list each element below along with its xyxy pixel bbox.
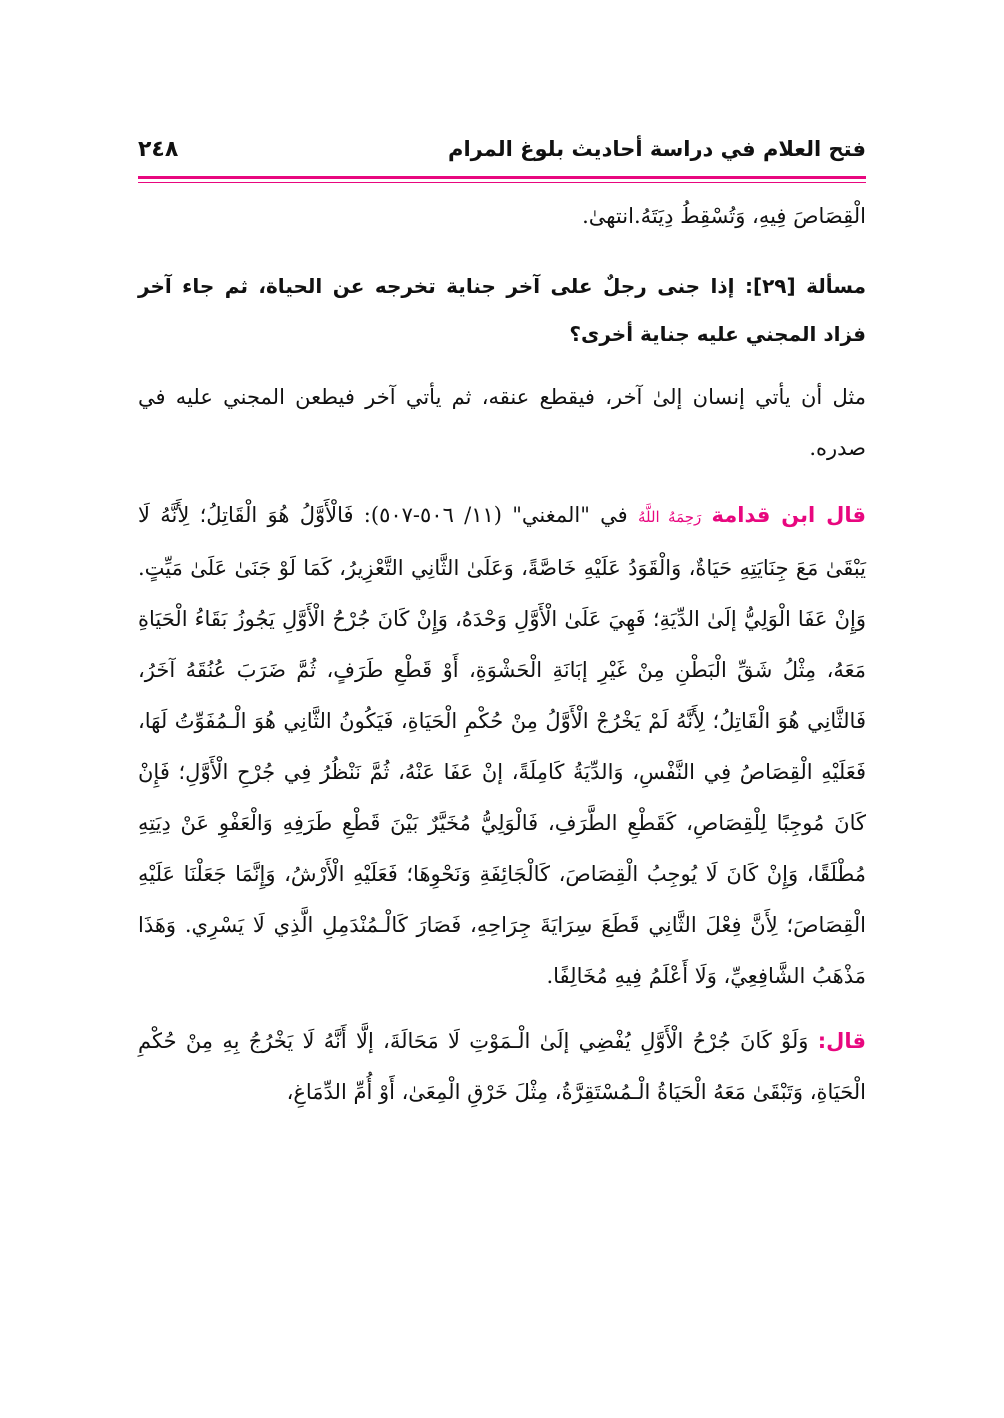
book-title: فتح العلام في دراسة أحاديث بلوغ المرام [448, 137, 866, 161]
continuation-line: الْقِصَاصَ فِيهِ، وَتُسْقِطُ دِيَتَهُ.انتهىٰ. [582, 204, 866, 228]
masala-label: مسألة [٢٩]: [744, 274, 866, 298]
quote-text: فَالْأَوَّلُ هُوَ الْقَاتِلُ؛ لِأَنَّهُ لَا يَبْقَىٰ مَعَ جِنَايَتِهِ حَيَاةٌ، وَالْقَوَدُ عَلَيْهِ خَاصَّةً، وَعَلَىٰ الثَّانِي التَّعْزِيرُ، كَمَا لَوْ جَنَىٰ عَلَىٰ مَيِّتٍ. وَإِنْ عَفَا الْوَلِيُّ إلَىٰ الدِّيَةِ؛ فَهِيَ عَلَىٰ الْأَوَّلِ وَحْدَهُ، وَإِنْ كَانَ جُرْحُ الْأَوَّلِ يَجُوزُ بَقَاءُ الْحَيَاةِ مَعَهُ، مِثْلُ شَقِّ الْبَطْنِ مِنْ غَيْرِ إبَانَةِ الْحَشْوَةِ، أَوْ قَطْعِ طَرَفٍ، ثُمَّ ضَرَبَ عُنُقَهُ آخَرُ، فَالثَّانِي هُوَ الْقَاتِلُ؛ لِأَنَّهُ لَمْ يَخْرُجْ الْأَوَّلُ مِنْ حُكْمِ الْحَيَاةِ، فَيَكُونُ الثَّانِي هُوَ الْـمُفَوِّتُ لَهَا، فَعَلَيْهِ الْقِصَاصُ فِي النَّفْسِ، وَالدِّيَةُ كَامِلَةً، إنْ عَفَا عَنْهُ، ثُمَّ نَنْظُرُ فِي جُرْحِ الْأَوَّلِ؛ فَإِنْ كَانَ مُوجِبًا لِلْقِصَاصِ، كَقَطْعِ الطَّرَفِ، فَالْوَلِيُّ مُخَيَّرٌ بَيْنَ قَطْعِ طَرَفِهِ وَالْعَفْوِ عَنْ دِيَتِهِ مُطْلَقًا، وَإِنْ كَانَ لَا يُوجِبُ الْقِصَاصَ، كَالْجَائِفَةِ وَنَحْوِهَا؛ فَعَلَيْهِ الْأَرْشُ، وَإِنَّمَا جَعَلْنَا عَلَيْهِ الْقِصَاصَ؛ لِأَنَّ فِعْلَ الثَّانِي قَطَعَ سِرَايَةَ جِرَاحِهِ، فَصَارَ كَالْـمُنْدَمِلِ الَّذِي لَا يَسْرِي. وَهَذَا مَذْهَبُ الشَّافِعِيِّ، وَلَا أَعْلَمُ فِيهِ مُخَالِفًا. [138, 503, 866, 988]
qal-text: وَلَوْ كَانَ جُرْحُ الْأَوَّلِ يُفْضِي إلَىٰ الْـمَوْتِ لَا مَحَالَةَ، إلَّا أَنَّهُ لَا يَخْرُجُ بِهِ مِنْ حُكْمِ الْحَيَاةِ، وَتَبْقَىٰ مَعَهُ الْحَيَاةُ الْـمُسْتَقِرَّةُ، مِثْلَ خَرْقِ الْمِعَىٰ، أَوْ أُمِّ الدِّمَاغِ، [138, 1029, 866, 1104]
quote-source: في "المغني" (١١/ ٥٠٦-٥٠٧): [363, 503, 628, 527]
honorific: رَحِمَهُ اللَّهُ [637, 508, 702, 526]
qal-label: قال: [817, 1029, 866, 1053]
masala-question [138, 262, 866, 358]
header-rule-thick [138, 176, 866, 179]
quote-speaker: قال ابن قدامة [711, 503, 866, 527]
running-header [138, 128, 866, 170]
qal-paragraph [138, 1016, 866, 1118]
ibn-qudama-quote [138, 490, 866, 1002]
header-rule-thin [138, 182, 866, 183]
masala-text: إذا جنى رجلٌ على آخر جناية تخرجه عن الحياة، ثم جاء آخر فزاد المجني عليه جناية أخرى؟ [138, 274, 866, 346]
example-paragraph: مثل أن يأتي إنسان إلىٰ آخر، فيقطع عنقه، ثم يأتي آخر فيطعن المجني عليه في صدره. [138, 385, 866, 460]
page-number: ٢٤٨ [138, 136, 179, 162]
book-page [138, 128, 866, 1118]
